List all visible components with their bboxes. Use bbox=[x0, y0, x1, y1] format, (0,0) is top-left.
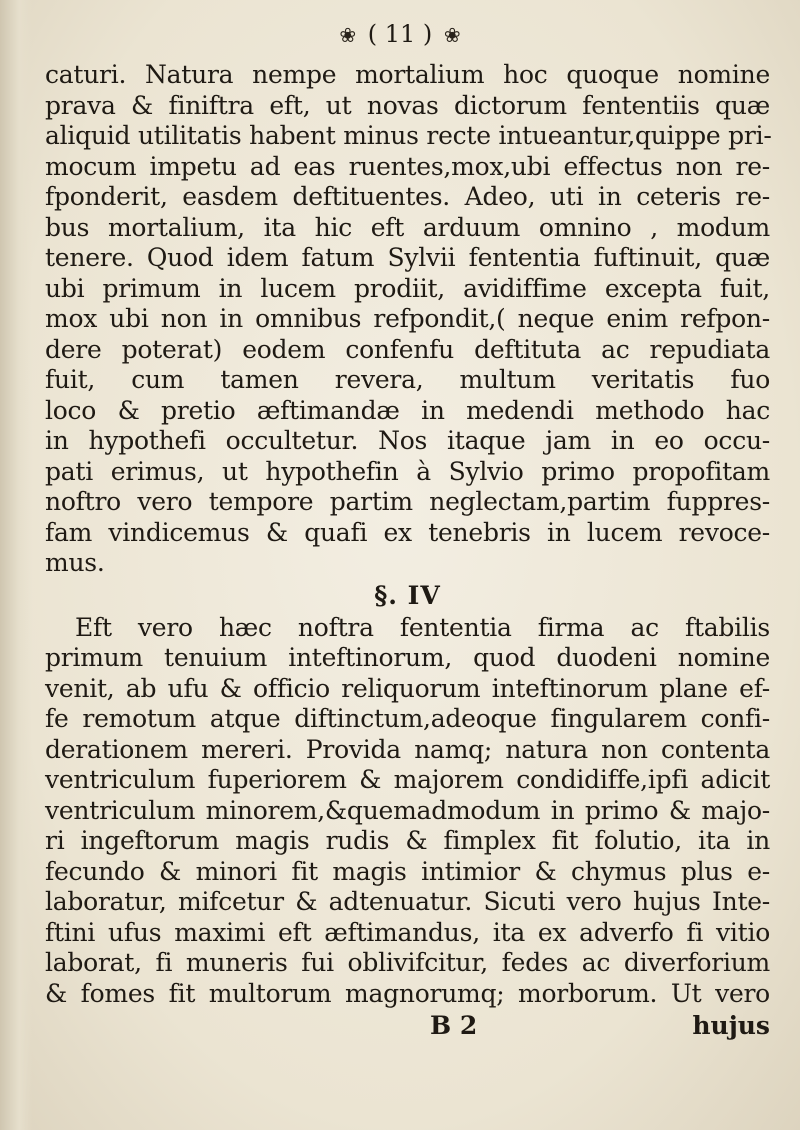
text-line: aliquid utilitatis habent minus recte intueantur,quippe pri- bbox=[45, 121, 772, 150]
page-binding-shadow bbox=[0, 0, 32, 1130]
paragraph-2 bbox=[45, 613, 770, 1010]
text-line: fuit, cum tamen revera, multum veritatis fuo bbox=[45, 365, 770, 394]
text-line: ventriculum minorem,&quemadmodum in primo & majo- bbox=[45, 795, 770, 825]
paragraph-1 bbox=[45, 60, 770, 579]
text-line: laboratur, mifcetur & adtenuatur. Sicuti vero hujus Inte- bbox=[45, 887, 770, 916]
text-line: mus. bbox=[45, 548, 105, 577]
text-line: Eft vero hæc noftra fententia firma ac ftabilis bbox=[75, 612, 770, 642]
text-line: venit, ab ufu & officio reliquorum inteftinorum plane ef- bbox=[45, 673, 770, 703]
text-line: ventriculum fuperiorem & majorem condidiffe,ipfi adicit bbox=[45, 765, 770, 794]
text-line: ftini ufus maximi eft æftimandus, ita ex adverfo fi vitio bbox=[45, 917, 770, 947]
text-line: in hypothefi occultetur. Nos itaque jam in eo occu- bbox=[45, 426, 770, 455]
text-line: noftro vero tempore partim neglectam,partim fuppres- bbox=[45, 487, 770, 516]
text-line: dere poterat) eodem confenfu deftituta ac repudiata bbox=[45, 334, 770, 364]
text-line: laborat, fi muneris fui oblivifcitur, fedes ac diverforium bbox=[45, 948, 770, 977]
text-line: primum tenuium inteftinorum, quod duodeni nomine bbox=[45, 643, 770, 672]
text-line: fam vindicemus & quafi ex tenebris in lucem revoce- bbox=[45, 517, 770, 547]
flower-ornament-icon: ❀ bbox=[443, 23, 461, 47]
signature-mark: B 2 bbox=[430, 1011, 478, 1040]
catchword: hujus bbox=[692, 1011, 770, 1040]
text-line: mocum impetu ad eas ruentes,mox,ubi effectus non re- bbox=[45, 151, 770, 181]
text-line: mox ubi non in omnibus refpondit,( neque enim refpon- bbox=[45, 304, 770, 333]
text-line: bus mortalium, ita hic eft arduum omnino , modum bbox=[45, 212, 770, 242]
text-line: derationem mereri. Provida namq; natura non contenta bbox=[45, 734, 770, 764]
text-line: fe remotum atque diftinctum,adeoque fingularem confi- bbox=[45, 704, 770, 733]
text-line: caturi. Natura nempe mortalium hoc quoque nomine bbox=[45, 60, 770, 89]
page-footer bbox=[45, 1009, 770, 1043]
text-line: tenere. Quod idem fatum Sylvii fententia fuftinuit, quæ bbox=[45, 243, 770, 272]
page-number: ( 11 ) bbox=[367, 20, 433, 48]
running-header bbox=[0, 14, 800, 54]
flower-ornament-icon: ❀ bbox=[339, 23, 357, 47]
text-line: ubi primum in lucem prodiit, avidiffime excepta fuit, bbox=[45, 273, 770, 303]
text-line: pati erimus, ut hypothefin à Sylvio primo propofitam bbox=[45, 456, 770, 486]
text-line: fponderit, easdem deftituentes. Adeo, uti in ceteris re- bbox=[45, 182, 770, 211]
body-text bbox=[45, 60, 770, 1043]
text-line: ri ingeftorum magis rudis & fimplex fit folutio, ita in bbox=[45, 826, 770, 855]
text-line: & fomes fit multorum magnorumq; morborum. Ut vero bbox=[45, 978, 770, 1008]
text-line: prava & finiftra eft, ut novas dictorum fententiis quæ bbox=[45, 90, 770, 120]
text-line: fecundo & minori fit magis intimior & chymus plus e- bbox=[45, 856, 770, 886]
text-line: loco & pretio æftimandæ in medendi methodo hac bbox=[45, 395, 770, 425]
section-heading: §. IV bbox=[374, 580, 441, 610]
